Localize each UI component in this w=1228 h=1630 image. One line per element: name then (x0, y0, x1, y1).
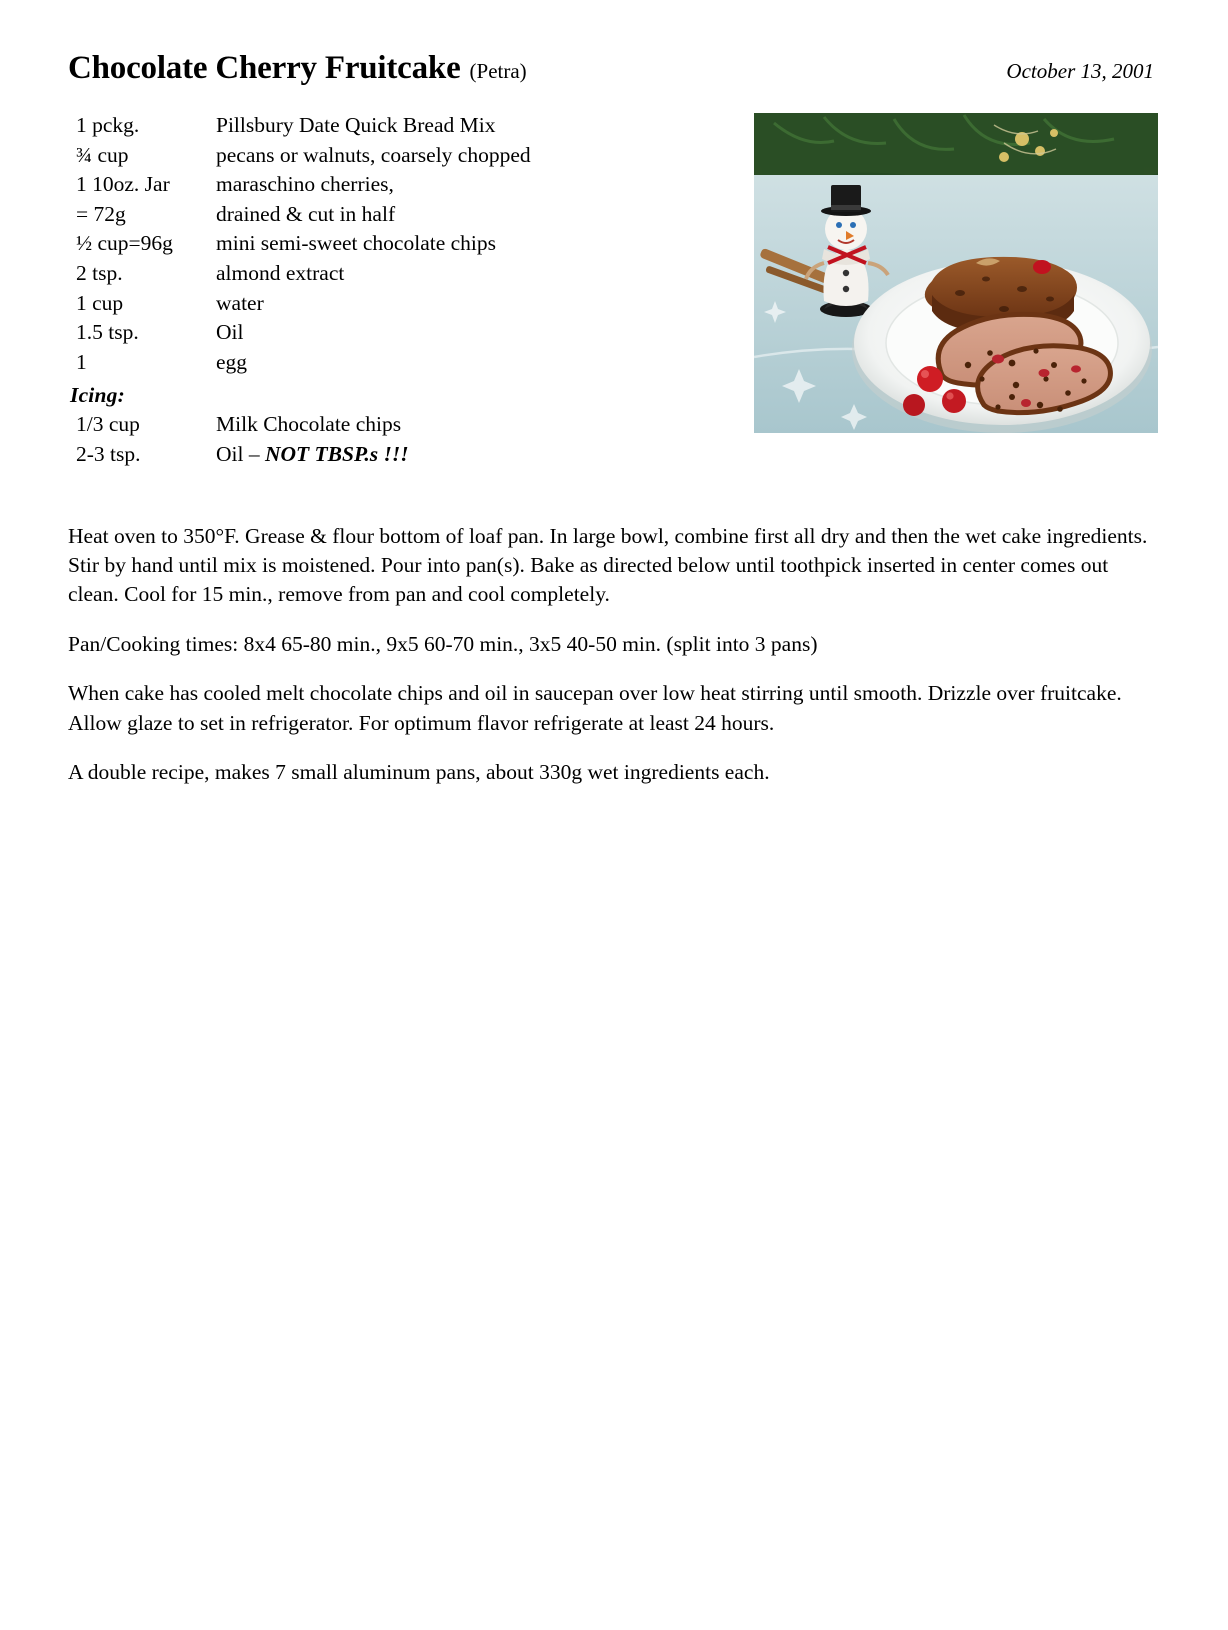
ingredient-name: Pillsbury Date Quick Bread Mix (216, 113, 496, 137)
ingredient-quantity: = 72g (76, 201, 126, 226)
ingredient-name: pecans or walnuts, coarsely chopped (216, 142, 531, 167)
ingredient-quantity: ¾ cup (76, 142, 129, 167)
ingredient-quantity: 1.5 tsp. (76, 320, 139, 345)
icing-name (216, 410, 409, 440)
ingredient-name: water (216, 290, 264, 315)
ingredients-section (68, 107, 676, 470)
ingredient-name: almond extract (216, 260, 345, 285)
table-row (76, 229, 531, 259)
ingredients-table (76, 111, 531, 377)
icing-table (76, 410, 409, 469)
recipe-author: (Petra) (469, 59, 527, 83)
icing-quantity: 1/3 cup (76, 412, 140, 437)
ingredient-name: maraschino cherries, (216, 172, 394, 197)
table-row (76, 348, 531, 378)
instructions-section (68, 522, 1158, 788)
instruction-paragraph: A double recipe, makes 7 small aluminum pans, about 330g wet ingredients each. (68, 760, 770, 785)
instruction-paragraph: Heat oven to 350°F. Grease & flour bottom of loaf pan. In large bowl, combine first all dry and then the wet cake ingredients. Stir by hand until mix is moistened. Pour into pan(s). Bake as directed below until toothpick inserted in center comes out clean. Cool for 15 min., remove from pan and cool completely. (68, 523, 1148, 607)
icing-name-text: Oil – (216, 441, 265, 466)
icing-quantity: 2-3 tsp. (76, 441, 141, 466)
ingredients-and-photo (68, 107, 1158, 470)
icing-name-text: Milk Chocolate chips (216, 412, 402, 437)
photo-illustration (754, 113, 1158, 433)
instruction-paragraph: Pan/Cooking times: 8x4 65-80 min., 9x5 60-70 min., 3x5 40-50 min. (split into 3 pans) (68, 631, 818, 656)
ingredient-quantity: 1 pckg. (76, 113, 140, 137)
icing-heading: Icing: (70, 383, 125, 408)
ingredient-name: egg (216, 349, 248, 374)
ingredient-quantity: 1 (76, 349, 87, 374)
table-row (76, 200, 531, 230)
icing-warning: NOT TBSP.s !!! (264, 441, 409, 466)
table-row (76, 170, 531, 200)
table-row (76, 141, 531, 171)
ingredient-name: Oil (216, 320, 244, 345)
ingredient-name: drained & cut in half (216, 201, 396, 226)
page-title: Chocolate Cherry Fruitcake (68, 50, 461, 86)
table-row (76, 440, 409, 470)
document-date: October 13, 2001 (1006, 59, 1154, 83)
ingredient-quantity: 1 cup (76, 290, 124, 315)
title-group (68, 52, 527, 85)
ingredient-name: mini semi-sweet chocolate chips (216, 231, 497, 256)
table-row (76, 318, 531, 348)
icing-name (216, 440, 409, 470)
document-header (68, 52, 1158, 85)
table-row (76, 289, 531, 319)
ingredient-quantity: 2 tsp. (76, 260, 123, 285)
table-row (76, 410, 409, 440)
ingredient-quantity: ½ cup=96g (76, 231, 173, 256)
table-row (76, 111, 531, 141)
fruitcake-photo (754, 113, 1158, 433)
instruction-paragraph: When cake has cooled melt chocolate chips and oil in saucepan over low heat stirring until smooth. Drizzle over fruitcake. Allow glaze to set in refrigerator. For optimum flavor refrigerate at least 24 hours. (68, 681, 1122, 735)
table-row (76, 259, 531, 289)
ingredient-quantity: 1 10oz. Jar (76, 172, 170, 197)
